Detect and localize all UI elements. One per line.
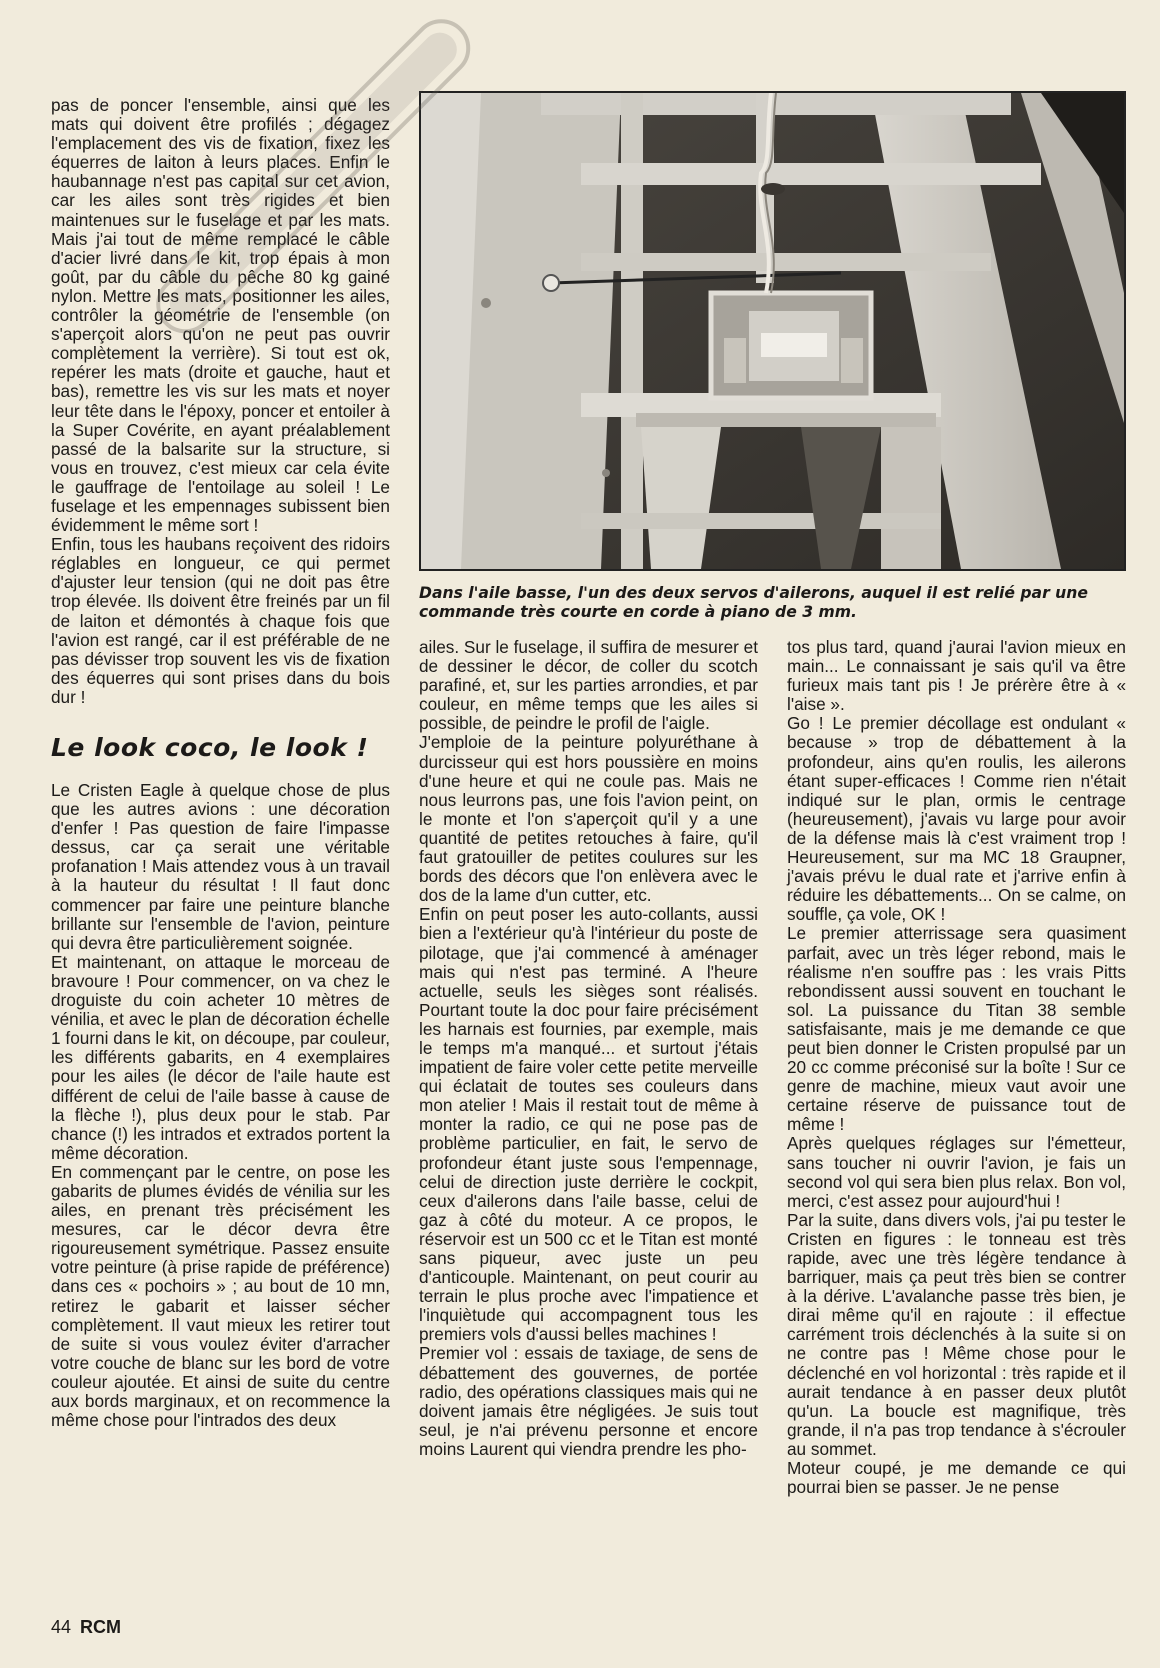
- magazine-name: RCM: [80, 1617, 122, 1637]
- page-number: 44: [51, 1617, 72, 1637]
- paragraph: Moteur coupé, je me demande ce qui pourrai bien se passer. Je ne pense: [787, 1458, 1126, 1498]
- photo-caption: Dans l'aile basse, l'un des deux servos d'ailerons, auquel il est relié par une commande très courte en corde à piano de 3 mm.: [419, 584, 1088, 621]
- section-heading: Le look coco, le look !: [51, 733, 369, 762]
- paragraph: Enfin on peut poser les auto-collants, aussi bien a l'extérieur qu'à l'intérieur du poste de pilotage, que j'ai commencé à aménager mais qui n'est pas terminé. A l'heure actuelle, seuls les sièges sont réalisés. Pourtant toute la doc pour faire précisément les harnais est fournies, par exemple, mais le temps m'a manqué... et surtout j'étais impatient de faire voler cette petite merveille qui éclatait de toutes ses couleurs dans mon atelier ! Mais il restait tout de même à monter la radio, ce qui ne pose pas de problème particulier, en fait, le servo de profondeur étant juste sous l'empennage, celui de direction juste derrière le cockpit, ceux d'ailerons dans l'aile basse, celui de gaz à côté du moteur. A ce propos, le réservoir est un 500 cc et le Titan est monté sans piqueur, avec juste un peu d'anticouple. Maintenant, on peut courir au terrain le plus proche avec l'impatience et l'inquiètude qui accompagnent tous les premiers vols d'aussi belles machines !: [419, 904, 758, 1345]
- paragraph: Le premier atterrissage sera quasiment parfait, avec un très léger rebond, mais le réalisme n'en souffre pas : les vrais Pitts rebondissent aussi souvent en touchant le sol. La puissance du Titan 38 semble satisfaisante, mais je me demande ce que peut bien donner le Cristen propulsé par un 20 cc comme préconisé sur la boîte ! Sur ce genre de machine, mieux vaut avoir une certaine réserve de puissance tout de même !: [787, 923, 1126, 1135]
- paragraph: Enfin, tous les haubans reçoivent des ridoirs réglables en longueur, ce qui permet d'ajuster leur tension (qui ne doit pas être trop élevée. Ils doivent être freinés par un fil de laiton et démontés à chaque fois que l'avion est rangé, car il est préférable de ne pas dévisser trop souvent les vis de fixation des équerres qui sont prises dans du bois dur !: [51, 534, 390, 707]
- paragraph: Après quelques réglages sur l'émetteur, sans toucher ni ouvrir l'avion, je fais un second vol qui sera bien plus relax. Bon vol, merci, c'est assez pour aujourd'hui !: [787, 1133, 1126, 1211]
- paragraph: Et maintenant, on attaque le morceau de bravoure ! Pour commencer, on va chez le droguiste du coin acheter 10 mètres de vénilia, et avec le plan de décoration échelle 1 fourni dans le kit, on découpe, par couleur, les différents gabarits, en 4 exemplaires pour les ailes (le décor de l'aile haute est différent de celui de l'aile basse à cause de la flèche !), plus deux pour le stab. Par chance (!) les intrados et extrados portent la même décoration.: [51, 951, 390, 1163]
- text-column-1: [51, 96, 390, 1430]
- page-footer: [51, 1617, 121, 1638]
- paragraph: Premier vol : essais de taxiage, de sens de débattement des gouvernes, de portée radio, des opérations classiques mais qui ne doivent jamais être négligées. Je suis tout seul, je n'ai prévenu personne et encore moins Laurent qui viendra prendre les pho-: [419, 1343, 758, 1459]
- paragraph: Le Cristen Eagle à quelque chose de plus que les autres avions : une décoration d'enfer ! Pas question de faire l'impasse dessus, car ça serait une véritable profanation ! Mais attendez vous à un travail à la hauteur du résultat ! Il faut donc commencer par faire une peinture blanche brillante sur l'ensemble de l'avion, peinture qui devra être particulièrement soignée.: [51, 780, 390, 953]
- paragraph: pas de poncer l'ensemble, ainsi que les mats qui doivent être profilés ; dégagez l'emplacement des vis de fixation, fixez les équerres de laiton à leurs places. Enfin le haubannage n'est pas capital sur cet avion, car les ailes sont très rigides et bien maintenues sur le fuselage et par les mats. Mais j'ai tout de même remplacé le câble d'acier livré dans le kit, trop épais à mon goût, par du câble du pêche 80 kg gainé nylon. Mettre les mats, positionner les ailes, contrôler la géométrie de l'ensemble (on s'aperçoit alors qu'on ne peut pas ouvrir complètement la verrière). Si tout est ok, repérer les mats (droite et gauche, haut et bas), remettre les vis sur les mats et noyer leur tête dans le l'époxy, poncer et entoiler à la Super Covérite, en ayant préalablement passé de la balsarite sur la structure, si vous en trouvez, c'est mieux car cela évite le gauffrage de l'entoilage au soleil ! Le fuselage et les empennages subissent bien évidemment le même sort !: [51, 95, 390, 536]
- paragraph: tos plus tard, quand j'aurai l'avion mieux en main... Le connaissant je sais qu'il va être furieux mais tant pis ! Je prérère être à « l'aise ».: [787, 637, 1126, 715]
- paragraph: J'emploie de la peinture polyuréthane à durcisseur qui est hors poussière en moins d'une heure et qui ne coule pas. Mais ne nous leurrons pas, une fois l'avion peint, on le monte et l'on s'aperçoit qu'il y a une quantité de petites retouches à faire, qu'il faut gratouiller de petites coulures sur les bords des décors que l'on enlèvera avec le dos de la lame d'un cutter, etc.: [419, 732, 758, 906]
- text-column-2: [419, 638, 758, 1459]
- text-column-3: [787, 638, 1126, 1497]
- paragraph: Par la suite, dans divers vols, j'ai pu tester le Cristen en figures : le tonneau est très rapide, avec une très légère tendance à barriquer, mais ça peut très bien se contrer à la dérive. L'avalanche passe très bien, je dirai même qu'il en rajoute : il effectue carrément trois déclenchés à la suite si on ne contre pas ! Même chose pour le déclenché en vol horizontal : très rapide et il aurait tendance à en passer deux plutôt qu'un. La boucle est magnifique, très grande, il n'a pas trop tendance à s'écrouler au sommet.: [787, 1209, 1126, 1459]
- photo-servo-aileron-wing: [419, 91, 1126, 571]
- paragraph: ailes. Sur le fuselage, il suffira de mesurer et de dessiner le décor, de coller du scotch parafiné, et, sur les parties arrondies, et par couleur, en même temps que les ailes si possible, de peindre le profil de l'aigle.: [419, 637, 758, 734]
- paragraph: En commençant par le centre, on pose les gabarits de plumes évidés de vénilia sur les ailes, en prenant très précisément les mesures, car le décor devra être rigoureusement symétrique. Passez ensuite votre peinture (à prise rapide de préférence) dans ces « pochoirs » ; au bout de 10 mn, retirez le gabarit et laisser sécher complètement. Il vaut mieux les retirer tout de suite si vous voulez éviter d'arracher votre couche de blanc sur les bord de votre couleur ajoutée. Et ainsi de suite du centre aux bords marginaux, et on recommence la même chose pour l'intrados des deux: [51, 1161, 390, 1431]
- photo-illustration: [421, 93, 1124, 569]
- paragraph: Go ! Le premier décollage est ondulant « because » trop de débattement à la profondeur, ains qu'en roulis, les ailerons étant super-efficaces ! Comme rien n'était indiqué sur le plan, ormis le centrage (heureusement), j'avais vu large pour avoir de la défense mais là c'est vraiment trop ! Heureusement, sur ma MC 18 Graupner, j'avais prévu le dual rate et j'arrive enfin à réduire les débattements... On se calme, on souffle, ça vole, OK !: [787, 713, 1126, 925]
